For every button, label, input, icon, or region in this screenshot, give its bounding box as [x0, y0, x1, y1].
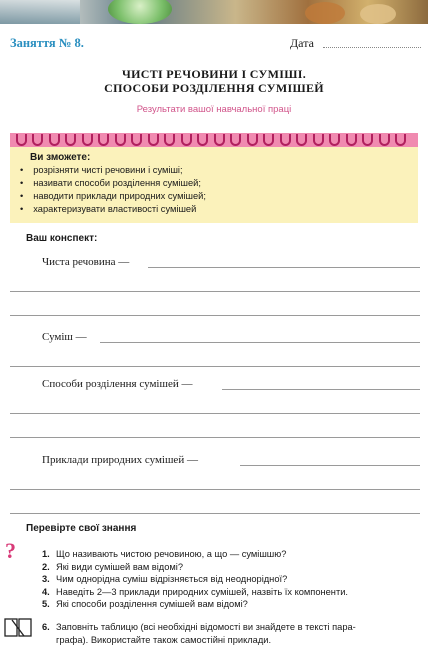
lesson-number: Заняття № 8.	[10, 36, 84, 50]
objective-item: • розрізняти чисті речовини і суміші;	[20, 164, 206, 177]
answer-line[interactable]	[222, 389, 420, 390]
field-label-mixture: Суміш —	[42, 331, 87, 343]
date-label: Дата	[290, 36, 314, 50]
answer-line[interactable]	[10, 315, 420, 316]
page-title-line1: ЧИСТІ РЕЧОВИНИ І СУМІШІ.	[122, 67, 306, 81]
answer-line[interactable]	[100, 342, 420, 343]
questions-list	[42, 548, 348, 611]
question-item: 4. Наведіть 2—3 приклади природних сумішей, назвіть їх компоненти.	[42, 586, 348, 597]
check-knowledge-title: Перевірте свої знання	[26, 523, 137, 534]
objectives-title: Ви зможете:	[30, 152, 91, 163]
page-title-line2: СПОСОБИ РОЗДІЛЕННЯ СУМІШЕЙ	[104, 81, 324, 95]
question-item: 2. Які види сумішей вам відомі?	[42, 561, 184, 572]
date-field[interactable]	[323, 47, 421, 48]
question-item: 3. Чим однорідна суміш відрізняється від неоднорідної?	[42, 574, 288, 585]
field-label-natural-mixtures: Приклади природних сумішей —	[42, 454, 198, 466]
objective-item: • називати способи розділення сумішей;	[20, 177, 206, 190]
task-item: 6. Заповніть таблицю (всі необхідні відомості ви знайдете в тексті пара- графа). Використайте також самостійні приклади.	[42, 622, 356, 645]
question-item: 1. Що називають чистою речовиною, а що — сумішшю?	[42, 549, 287, 559]
objective-item: • характеризувати властивості сумішей	[20, 203, 206, 216]
page-subtitle: Результати вашої навчальної праці	[136, 104, 292, 115]
objectives-list	[20, 164, 206, 216]
answer-line[interactable]	[10, 291, 420, 292]
answer-line[interactable]	[10, 413, 420, 414]
objective-item: • наводити приклади природних сумішей;	[20, 190, 206, 203]
answer-line[interactable]	[10, 366, 420, 367]
answer-line[interactable]	[240, 465, 420, 466]
book-icon	[4, 617, 34, 639]
conspect-title: Ваш конспект:	[26, 233, 98, 244]
field-label-pure-substance: Чиста речовина —	[42, 256, 130, 268]
field-label-separation-methods: Способи розділення сумішей —	[42, 378, 193, 390]
spiral-binding	[10, 133, 418, 147]
answer-line[interactable]	[10, 513, 420, 514]
answer-line[interactable]	[10, 437, 420, 438]
decorative-banner	[0, 0, 428, 24]
question-item: 5. Які способи розділення сумішей вам відомі?	[42, 599, 248, 610]
answer-line[interactable]	[148, 267, 420, 268]
question-mark-icon: ?	[5, 538, 16, 563]
answer-line[interactable]	[10, 489, 420, 490]
objectives-box	[10, 147, 418, 223]
